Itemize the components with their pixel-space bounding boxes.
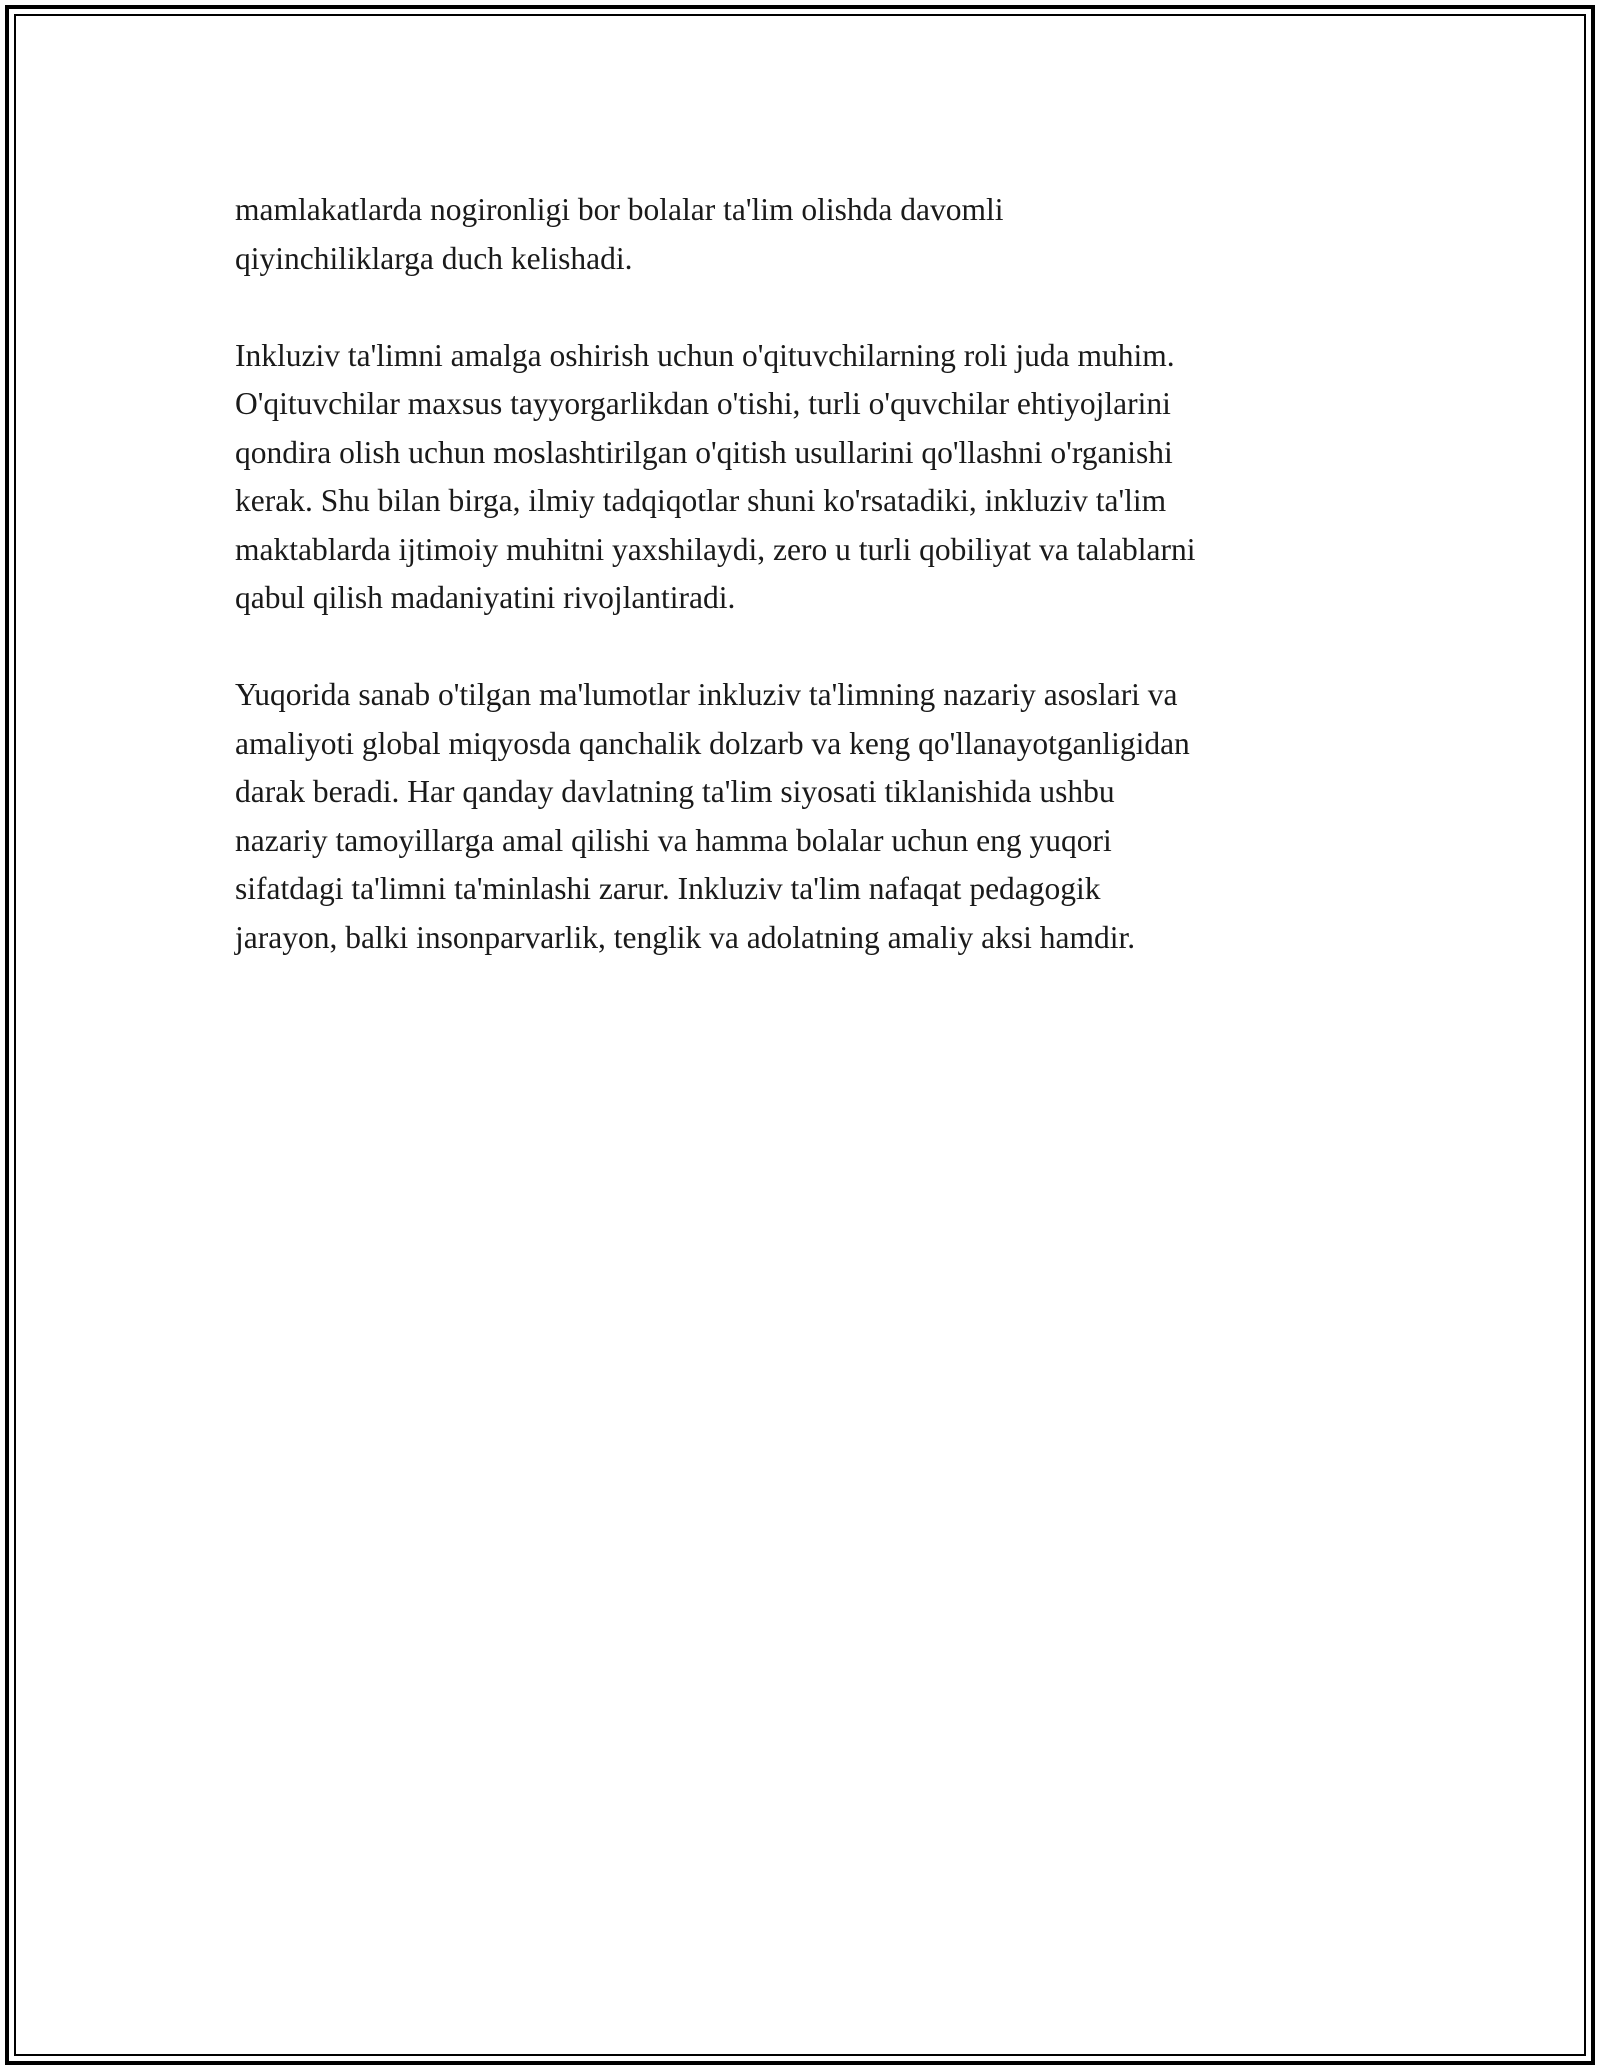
document-body (235, 186, 1375, 1011)
paragraph-1: mamlakatlarda nogironligi bor bolalar ta'lim olishda davomli qiyinchiliklarga duch kelishadi. (235, 192, 1004, 276)
paragraph-3: Yuqorida sanab o'tilgan ma'lumotlar inkluziv ta'limning nazariy asoslari va amaliyoti global miqyosda qanchalik dolzarb va keng qo'llanayotganligidan darak beradi. Har qanday davlatning ta'lim siyosati tiklanishida ushbu nazariy tamoyillarga amal qilishi va hamma bolalar uchun eng yuqori sifatdagi ta'limni ta'minlashi zarur. Inkluziv ta'lim nafaqat pedagogik jarayon, balki insonparvarlik, tenglik va adolatning amaliy aksi hamdir. (235, 677, 1190, 955)
paragraph-2: Inkluziv ta'limni amalga oshirish uchun o'qituvchilarning roli juda muhim. O'qituvchilar maxsus tayyorgarlikdan o'tishi, turli o'quvchilar ehtiyojlarini qondira olish uchun moslashtirilgan o'qitish usullarini qo'llashni o'rganishi kerak. Shu bilan birga, ilmiy tadqiqotlar shuni ko'rsatadiki, inkluziv ta'lim maktablarda ijtimoiy muhitni yaxshilaydi, zero u turli qobiliyat va talablarni qabul qilish madaniyatini rivojlantiradi. (235, 337, 1196, 615)
